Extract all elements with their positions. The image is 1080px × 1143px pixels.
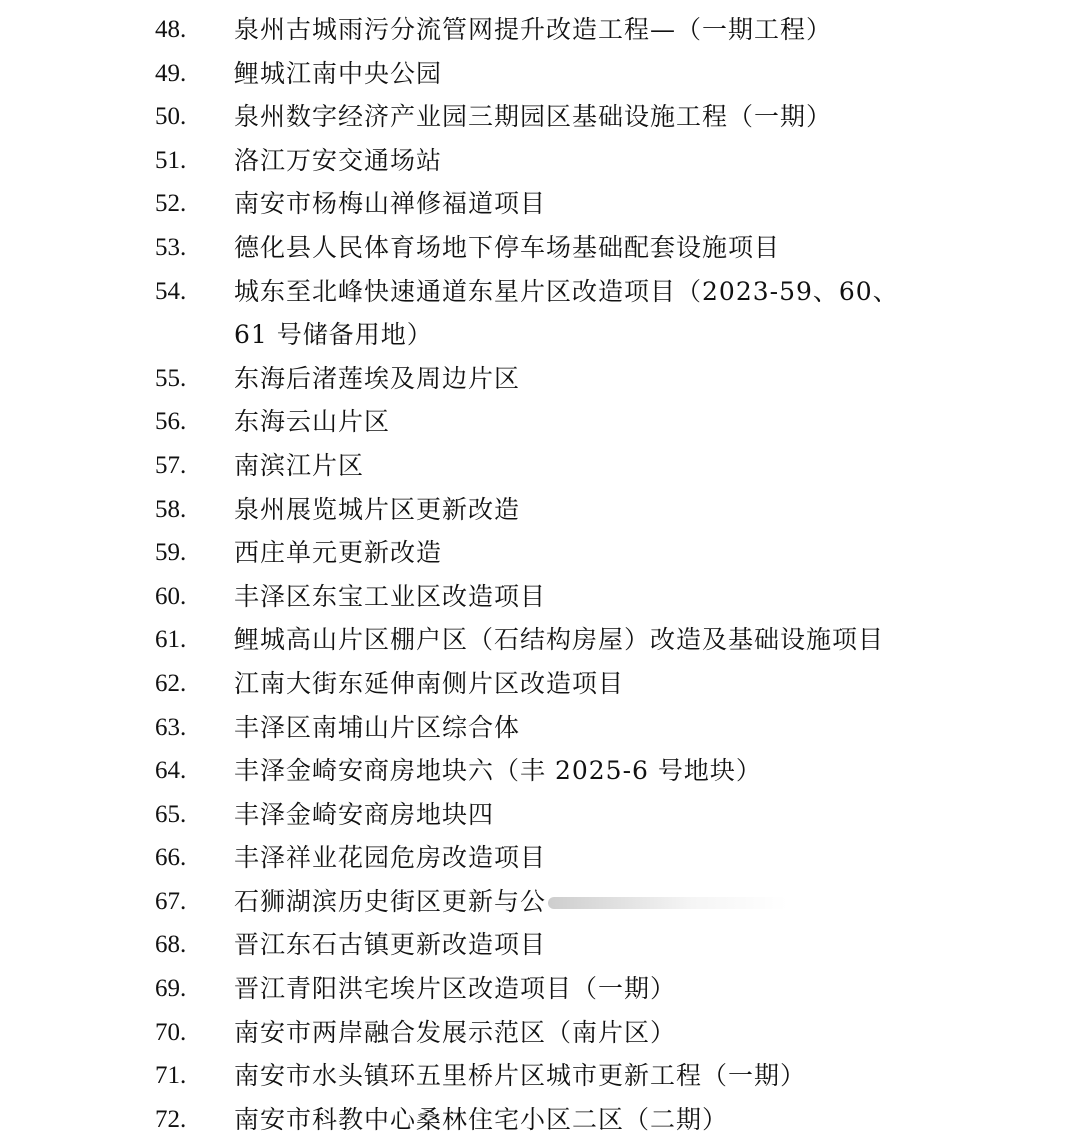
list-item	[0, 444, 1080, 488]
item-text	[234, 1098, 954, 1142]
item-text-line	[234, 967, 954, 1011]
list-item	[0, 618, 1080, 662]
item-text-line	[234, 836, 954, 880]
item-text-content: 西庄单元更新改造	[234, 538, 443, 568]
list-item	[0, 575, 1080, 619]
item-text-content: 南安市两岸融合发展示范区（南片区）	[234, 1017, 677, 1047]
item-number: 62.	[155, 669, 187, 697]
item-text-line	[234, 95, 954, 139]
item-text-line	[234, 531, 954, 575]
item-text	[234, 793, 954, 837]
item-text	[234, 444, 954, 488]
item-text	[234, 357, 954, 401]
item-number: 68.	[155, 931, 187, 959]
faded-text-overlay	[548, 897, 788, 909]
item-text-line	[234, 1054, 954, 1098]
item-text-content: 江南大街东延伸南侧片区改造项目	[234, 668, 625, 698]
list-item	[0, 923, 1080, 967]
item-text-line	[234, 923, 954, 967]
item-text-line	[234, 793, 954, 837]
item-text	[234, 400, 954, 444]
item-text	[234, 662, 954, 706]
item-text	[234, 1011, 954, 1055]
item-text	[234, 706, 954, 750]
item-text-content: 东海后渚莲埃及周边片区	[234, 363, 521, 393]
list-item	[0, 662, 1080, 706]
item-number: 60.	[155, 582, 187, 610]
item-number: 59.	[155, 539, 187, 567]
item-text	[234, 226, 954, 270]
item-text	[234, 531, 954, 575]
item-text-content: 丰泽祥业花园危房改造项目	[234, 843, 547, 873]
item-text	[234, 270, 954, 357]
list-item	[0, 1011, 1080, 1055]
item-text-line	[234, 182, 954, 226]
item-number: 70.	[155, 1018, 187, 1046]
item-number: 51.	[155, 146, 187, 174]
item-number: 50.	[155, 103, 187, 131]
item-number: 57.	[155, 451, 187, 479]
item-text-line	[234, 749, 954, 793]
item-number: 64.	[155, 757, 187, 785]
item-text-line	[234, 618, 954, 662]
list-item	[0, 880, 1080, 924]
list-item	[0, 226, 1080, 270]
list-item	[0, 967, 1080, 1011]
item-text-content: 晋江青阳洪宅埃片区改造项目（一期）	[234, 974, 677, 1004]
item-number: 72.	[155, 1105, 187, 1133]
item-text	[234, 618, 954, 662]
item-text-line	[234, 226, 954, 270]
list-item	[0, 8, 1080, 52]
list-item	[0, 793, 1080, 837]
item-text-line	[234, 706, 954, 750]
list-item	[0, 270, 1080, 357]
item-text	[234, 8, 954, 52]
item-text-line	[234, 1098, 954, 1142]
list-item	[0, 182, 1080, 226]
list-item	[0, 749, 1080, 793]
item-text-line	[234, 270, 954, 314]
item-text-line	[234, 880, 954, 924]
item-number: 56.	[155, 408, 187, 436]
list-item	[0, 95, 1080, 139]
item-text-content: 南安市科教中心桑林住宅小区二区（二期）	[234, 1104, 729, 1134]
item-text-content: 丰泽金崎安商房地块六（丰 2025-6 号地块）	[234, 756, 762, 786]
item-number: 63.	[155, 713, 187, 741]
list-item	[0, 1054, 1080, 1098]
item-text	[234, 749, 954, 793]
list-item	[0, 488, 1080, 532]
item-text-line	[234, 488, 954, 532]
item-text-content: 德化县人民体育场地下停车场基础配套设施项目	[234, 232, 781, 262]
item-text-content: 丰泽金崎安商房地块四	[234, 799, 495, 829]
item-text	[234, 923, 954, 967]
item-text-line	[234, 400, 954, 444]
item-number: 65.	[155, 800, 187, 828]
item-text-line	[234, 357, 954, 401]
item-text	[234, 575, 954, 619]
item-text-content: 晋江东石古镇更新改造项目	[234, 930, 547, 960]
item-number: 55.	[155, 364, 187, 392]
item-text	[234, 1054, 954, 1098]
item-number: 69.	[155, 975, 187, 1003]
item-text	[234, 95, 954, 139]
list-item	[0, 1098, 1080, 1142]
item-text-content: 南滨江片区	[234, 450, 365, 480]
list-item	[0, 52, 1080, 96]
item-text-line	[234, 313, 954, 357]
item-text-content: 鲤城高山片区棚户区（石结构房屋）改造及基础设施项目	[234, 625, 885, 655]
item-text-line	[234, 8, 954, 52]
item-text-content: 泉州古城雨污分流管网提升改造工程—（一期工程）	[234, 15, 833, 44]
item-text-content: 泉州数字经济产业园三期园区基础设施工程（一期）	[234, 102, 833, 132]
item-text-content: 丰泽区东宝工业区改造项目	[234, 581, 547, 611]
list-item	[0, 139, 1080, 183]
item-number: 66.	[155, 844, 187, 872]
item-text-content: 泉州展览城片区更新改造	[234, 494, 521, 524]
item-text-content: 南安市杨梅山禅修福道项目	[234, 189, 547, 219]
item-text-line	[234, 1011, 954, 1055]
item-text	[234, 836, 954, 880]
item-text	[234, 967, 954, 1011]
item-text-line	[234, 52, 954, 96]
item-text	[234, 139, 954, 183]
item-text-content: 鲤城江南中央公园	[234, 58, 443, 88]
item-text-content: 南安市水头镇环五里桥片区城市更新工程（一期）	[234, 1061, 807, 1091]
item-text-line	[234, 444, 954, 488]
item-text	[234, 52, 954, 96]
item-number: 53.	[155, 233, 187, 261]
item-number: 67.	[155, 887, 187, 915]
item-number: 61.	[155, 626, 187, 654]
list-item	[0, 357, 1080, 401]
item-number: 71.	[155, 1062, 187, 1090]
item-text-content: 洛江万安交通场站	[234, 145, 443, 175]
item-text-line	[234, 139, 954, 183]
item-text-line	[234, 575, 954, 619]
item-text-content: 丰泽区南埔山片区综合体	[234, 712, 521, 742]
item-number: 49.	[155, 59, 187, 87]
list-item	[0, 531, 1080, 575]
project-list	[0, 8, 1080, 1141]
item-number: 58.	[155, 495, 187, 523]
item-number: 48.	[155, 16, 187, 43]
item-text-content: 61 号储备用地）	[234, 320, 433, 350]
item-text	[234, 182, 954, 226]
item-text	[234, 488, 954, 532]
item-text-content: 城东至北峰快速通道东星片区改造项目（2023-59、60、	[234, 276, 899, 306]
list-item	[0, 836, 1080, 880]
list-item	[0, 706, 1080, 750]
item-text-content: 石狮湖滨历史街区更新与公	[234, 886, 547, 916]
item-number: 52.	[155, 190, 187, 218]
list-item	[0, 400, 1080, 444]
item-text-content: 东海云山片区	[234, 407, 391, 437]
item-number: 54.	[155, 277, 187, 305]
item-text	[234, 880, 954, 924]
item-text-line	[234, 662, 954, 706]
